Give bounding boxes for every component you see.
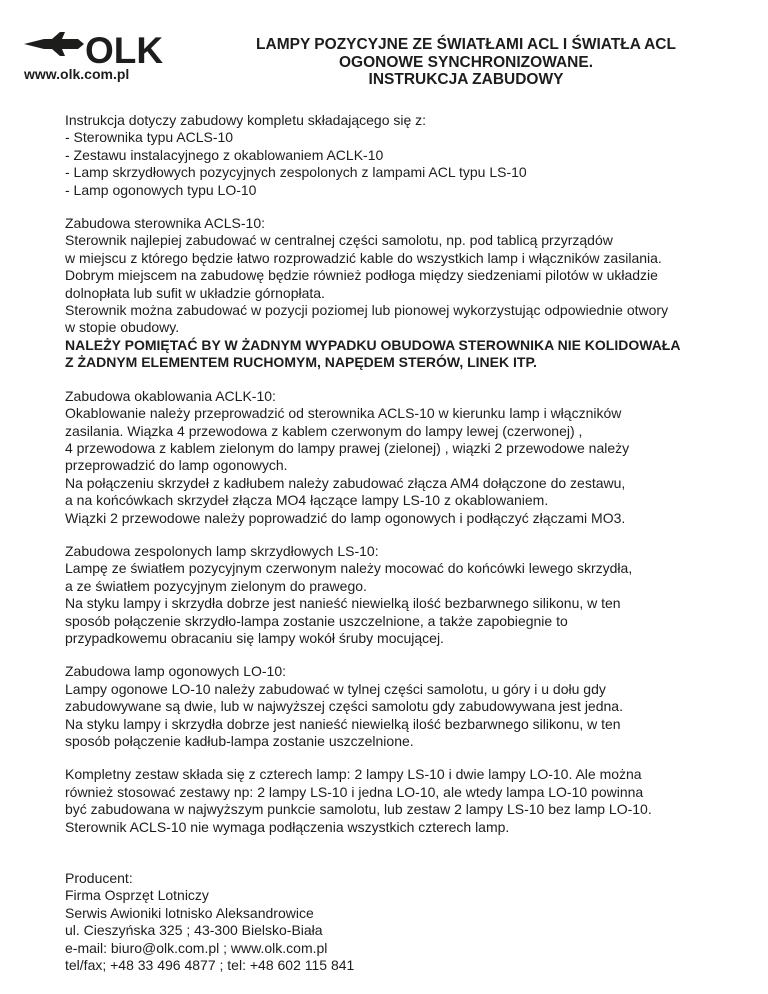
section-wing-lamps <box>65 543 755 647</box>
text-line: Na styku lampy i skrzydła dobrze jest nanieść niewielką ilość bezbarwnego silikonu, w ten <box>65 715 621 732</box>
title-line: INSTRUKCJA ZABUDOWY <box>368 71 564 88</box>
text-line: sposób połączenie skrzydło-lampa zostanie uszczelnione, a także zapobiegnie to <box>65 612 568 629</box>
section-controller <box>65 215 755 372</box>
text-line: Kompletny zestaw składa się z czterech lamp: 2 lampy LS-10 i dwie lampy LO-10. Ale można <box>65 766 642 783</box>
text-line: zabudowywane są dwie, lub w najwyższej części samolotu gdy zabudowywana jest jedna. <box>65 698 623 715</box>
text-line: Instrukcja dotyczy zabudowy kompletu składającego się z: <box>65 112 427 128</box>
text-line: Sterownik można zabudować w pozycji poziomej lub pionowej wykorzystując odpowiednie otwory <box>65 302 669 319</box>
list-item: - Zestawu instalacyjnego z okablowaniem ACLK-10 <box>65 146 384 163</box>
text-line: a ze światłem pozycyjnym zielonym do prawego. <box>65 577 367 594</box>
list-item: - Lamp skrzydłowych pozycyjnych zespolonych z lampami ACL typu LS-10 <box>65 164 527 181</box>
section-heading: Zabudowa okablowania ACLK-10: <box>65 387 276 404</box>
website-url[interactable]: www.olk.com.pl <box>24 66 130 82</box>
contact-email[interactable]: e-mail: biuro@olk.com.pl ; www.olk.com.pl <box>65 939 328 956</box>
section-cabling <box>65 388 755 527</box>
text-line: Na połączeniu skrzydeł z kadłubem należy zabudować złącza AM4 dołączone do zestawu, <box>65 474 626 491</box>
text-line: Na styku lampy i skrzydła dobrze jest nanieść niewielką ilość bezbarwnego silikonu, w ten <box>65 595 621 612</box>
text-line: Wiązki 2 przewodowe należy poprowadzić do lamp ogonowych i podłączyć złączami MO3. <box>65 509 626 526</box>
text-line: 4 przewodowa z kablem zielonym do lampy prawej (zielonej) , wiązki 2 przewodowe należy <box>65 439 630 456</box>
company-location: Serwis Awioniki lotnisko Aleksandrowice <box>65 904 314 921</box>
text-line: Lampę ze światłem pozycyjnym czerwonym należy mocować do końcówki lewego skrzydła, <box>65 560 633 577</box>
text-line: przypadkowemu obracaniu się lampy wokół śruby mocującej. <box>65 629 444 646</box>
text-line: sposób połączenie kadłub-lampa zostanie uszczelnione. <box>65 733 414 749</box>
contact-phone: tel/fax; +48 33 496 4877 ; tel: +48 602 115 841 <box>65 957 355 974</box>
producer-heading: Producent: <box>65 870 133 887</box>
text-line: być zabudowana w najwyższym punkcie samolotu, lub zestaw 2 lampy LS-10 bez lamp LO-10. <box>65 801 652 818</box>
text-line: Sterownik najlepiej zabudować w centralnej części samolotu, np. pod tablicą przyrządów <box>65 232 613 249</box>
text-line: w stopie obudowy. <box>65 319 180 336</box>
company-logo <box>22 30 162 82</box>
title-line: LAMPY POZYCYJNE ZE ŚWIATŁAMI ACL I ŚWIATŁA ACL <box>256 36 676 53</box>
list-item: - Lamp ogonowych typu LO-10 <box>65 181 257 198</box>
text-line: Okablowanie należy przeprowadzić od sterownika ACLS-10 w kierunku lamp i włączników <box>65 405 622 422</box>
text-line: dolnopłata lub sufit w układzie górnopłata. <box>65 284 325 301</box>
document-body <box>65 112 755 990</box>
airplane-icon <box>22 30 86 58</box>
text-line: również stosować zestawy np: 2 lampy LS-10 i jedna LO-10, ale wtedy lampa LO-10 powinna <box>65 783 644 800</box>
section-kit <box>65 766 755 836</box>
section-tail-lamps <box>65 663 755 750</box>
document-title <box>196 36 736 89</box>
title-line: OGONOWE SYNCHRONIZOWANE. <box>338 53 594 71</box>
company-address: ul. Cieszyńska 325 ; 43-300 Bielsko-Biała <box>65 922 323 939</box>
text-line: Lampy ogonowe LO-10 należy zabudować w tylnej części samolotu, u góry i u dołu gdy <box>65 680 606 697</box>
text-line: przeprowadzić do lamp ogonowych. <box>65 457 288 474</box>
text-line: zasilania. Wiązka 4 przewodowa z kablem czerwonym do lampy lewej (czerwonej) , <box>65 422 583 439</box>
logo-text: OLK <box>85 30 164 71</box>
text-line: Sterownik ACLS-10 nie wymaga podłączenia wszystkich czterech lamp. <box>65 818 510 835</box>
section-heading: Zabudowa lamp ogonowych LO-10: <box>65 663 287 680</box>
section-heading: Zabudowa sterownika ACLS-10: <box>65 215 265 232</box>
text-line: w miejscu z którego będzie łatwo rozprowadzić kable do wszystkich lamp i włączników zasilania. <box>65 249 662 266</box>
text-line: a na końcówkach skrzydeł złącza MO4 łączące lampy LS-10 z okablowaniem. <box>65 492 549 509</box>
company-name: Firma Osprzęt Lotniczy <box>65 887 209 904</box>
intro-paragraph <box>65 112 755 199</box>
section-heading: Zabudowa zespolonych lamp skrzydłowych LS-10: <box>65 542 379 559</box>
producer-info <box>65 870 755 974</box>
warning-line: NALEŻY POMIĘTAĆ BY W ŻADNYM WYPADKU OBUDOWA STEROWNIKA NIE KOLIDOWAŁA <box>65 336 681 353</box>
text-line: Dobrym miejscem na zabudowę będzie również podłoga między siedzeniami pilotów w układzie <box>65 267 658 284</box>
warning-line: Z ŻADNYM ELEMENTEM RUCHOMYM, NAPĘDEM STERÓW, LINEK ITP. <box>65 354 537 371</box>
list-item: - Sterownika typu ACLS-10 <box>65 129 234 146</box>
